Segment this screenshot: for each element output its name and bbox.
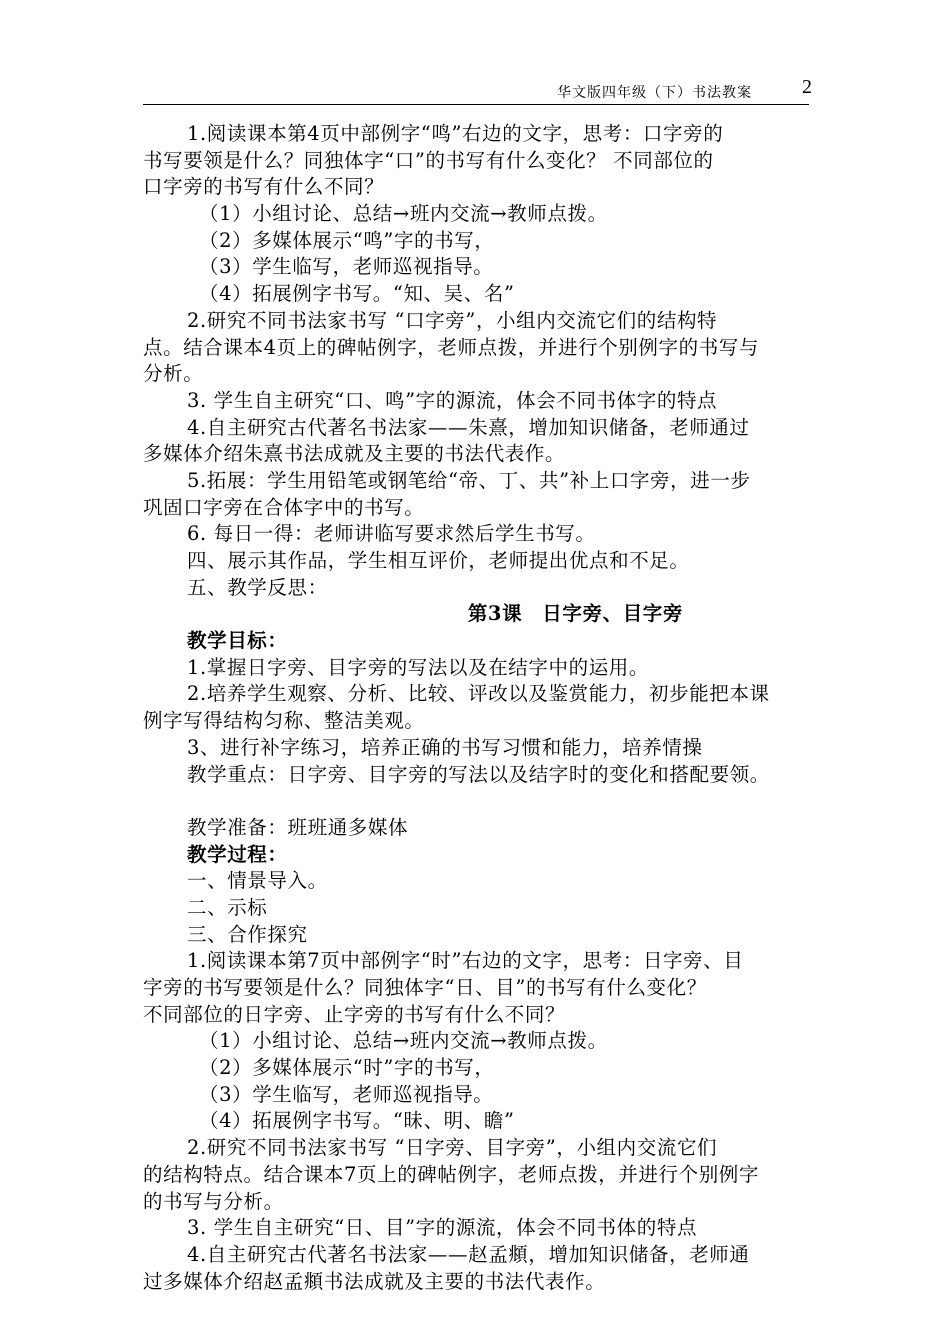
text-line: 的书写与分析。	[143, 1189, 284, 1213]
text-line: 4.自主研究古代著名书法家——赵孟頫，增加知识储备，老师通	[187, 1242, 750, 1266]
text-line: （3）学生临写，老师巡视指导。	[199, 255, 494, 279]
text-line: （4）拓展例字书写。“知、吴、名”	[199, 282, 515, 306]
text-line: （2）多媒体展示“时”字的书写，	[199, 1056, 495, 1080]
text-line: （4）拓展例字书写。“昧、明、瞻”	[199, 1109, 515, 1133]
text-line: （3）学生临写，老师巡视指导。	[199, 1082, 494, 1106]
header-title: 华文版四年级（下）书法教案	[557, 85, 752, 101]
text-line: 2.培养学生观察、分析、比较、评改以及鉴赏能力，初步能把本课	[187, 682, 770, 706]
text-line: （2）多媒体展示“鸣”字的书写，	[199, 228, 495, 252]
header-rule	[143, 104, 809, 105]
text-line: 三、合作探究	[187, 922, 308, 946]
text-line: 二、示标	[187, 895, 268, 919]
text-line: 五、教学反思：	[187, 575, 328, 599]
text-line: 口字旁的书写有什么不同？	[143, 175, 385, 199]
page-number: 2	[802, 76, 812, 98]
text-line: 2.研究不同书法家书写 “口字旁”，小组内交流它们的结构特	[187, 308, 718, 332]
text-line: 1.阅读课本第4页中部例字“鸣”右边的文字，思考：口字旁的	[187, 122, 724, 145]
text-line: 的结构特点。结合课本7页上的碑帖例字，老师点拨，并进行个别例字	[143, 1162, 760, 1186]
text-line: 4.自主研究古代著名书法家——朱熹，增加知识储备，老师通过	[187, 415, 750, 439]
text-line: 6. 每日一得：老师讲临写要求然后学生书写。	[187, 522, 596, 546]
text-line: 5.拓展：学生用铅笔或钢笔给“帝、丁、共”补上口字旁，进一步	[187, 468, 751, 492]
text-line: 3. 学生自主研究“日、目”字的源流，体会不同书体的特点	[187, 1216, 698, 1240]
text-line: （1）小组讨论、总结→班内交流→教师点拨。	[199, 1029, 608, 1053]
text-line: 书写要领是什么？同独体字“口”的书写有什么变化？ 不同部位的	[143, 148, 714, 172]
text-line: 巩固口字旁在合体字中的书写。	[143, 495, 425, 519]
text-line: 教学目标：	[187, 629, 288, 653]
text-line: 字旁的书写要领是什么？同独体字“日、目”的书写有什么变化？	[143, 976, 707, 999]
text-line: （1）小组讨论、总结→班内交流→教师点拨。	[199, 202, 608, 226]
lesson-title: 第3课 日字旁、目字旁	[467, 602, 683, 626]
text-line: 1.阅读课本第7页中部例字“时”右边的文字，思考：日字旁、目	[187, 949, 744, 973]
text-line: 点。结合课本4页上的碑帖例字，老师点拨，并进行个别例字的书写与	[143, 335, 760, 359]
text-line: 不同部位的日字旁、止字旁的书写有什么不同？	[143, 1002, 566, 1026]
page-header	[412, 76, 812, 106]
text-line: 3、进行补字练习，培养正确的书写习惯和能力，培养情操	[187, 735, 703, 759]
text-line: 四、展示其作品，学生相互评价，老师提出优点和不足。	[187, 549, 690, 572]
text-line: 2.研究不同书法家书写 “日字旁、目字旁”，小组内交流它们	[187, 1136, 718, 1160]
text-line	[143, 788, 813, 815]
text-line: 教学过程：	[187, 842, 288, 866]
text-line: 分析。	[143, 362, 204, 386]
text-line: 例字写得结构匀称、整洁美观。	[143, 709, 425, 733]
text-line: 1.掌握日字旁、目字旁的写法以及在结字中的运用。	[187, 655, 650, 679]
text-line: 3. 学生自主研究“口、鸣”字的源流，体会不同书体字的特点	[187, 388, 718, 412]
document-body	[143, 121, 813, 1295]
text-line: 多媒体介绍朱熹书法成就及主要的书法代表作。	[143, 442, 566, 466]
text-line: 教学重点：日字旁、目字旁的写法以及结字时的变化和搭配要领。	[187, 762, 770, 786]
text-line: 教学准备：班班通多媒体	[187, 815, 409, 839]
text-line: 过多媒体介绍赵孟頫书法成就及主要的书法代表作。	[143, 1269, 606, 1293]
text-line: 一、情景导入。	[187, 869, 328, 893]
